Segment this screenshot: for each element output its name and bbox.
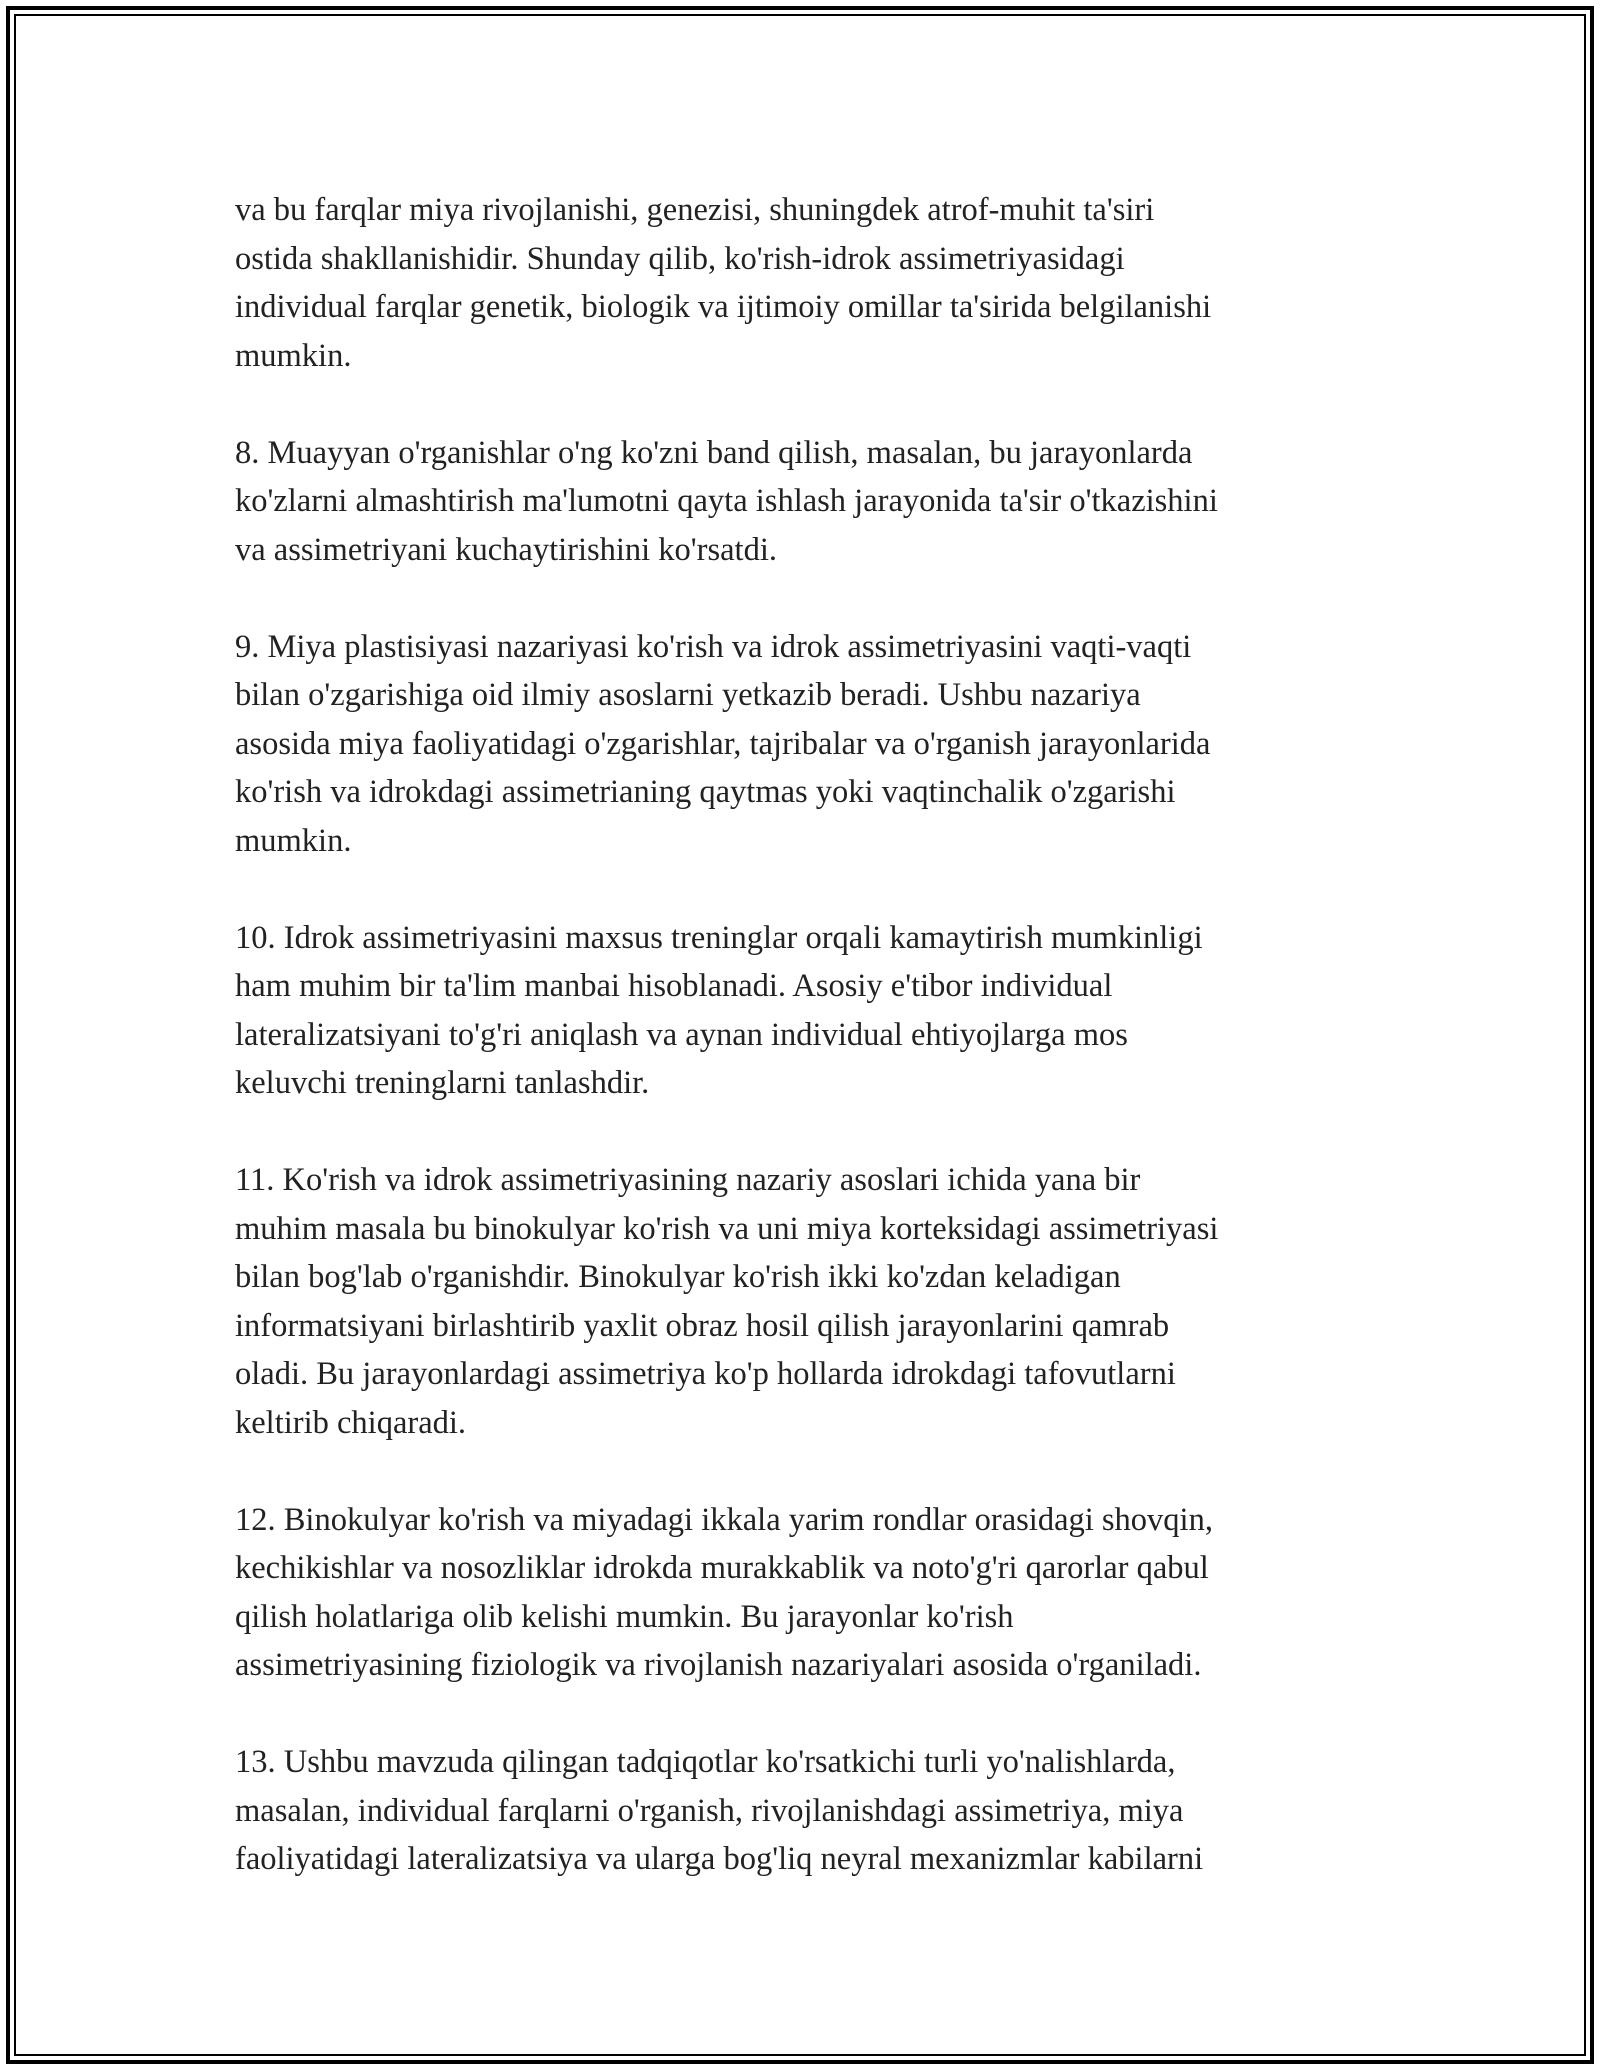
paragraph-continuation <box>235 186 1365 380</box>
text-line: qilish holatlariga olib kelishi mumkin. Bu jarayonlar ko'rish <box>235 1598 1014 1635</box>
paragraph-9 <box>235 623 1365 866</box>
text-line: bilan o'zgarishiga oid ilmiy asoslarni yetkazib beradi. Ushbu nazariya <box>235 677 1141 713</box>
text-line: ko'zlarni almashtirish ma'lumotni qayta ishlash jarayonida ta'sir o'tkazishini <box>235 483 1218 519</box>
text-line: keluvchi treninglarni tanlashdir. <box>235 1065 650 1101</box>
text-line: ko'rish va idrokdagi assimetrianing qaytmas yoki vaqtinchalik o'zgarishi <box>235 774 1176 810</box>
text-line: ostida shakllanishidir. Shunday qilib, ko'rish-idrok assimetriyasidagi <box>235 240 1125 277</box>
paragraph-11 <box>235 1156 1365 1447</box>
text-line: mumkin. <box>235 822 352 859</box>
text-line: muhim masala bu binokulyar ko'rish va uni miya korteksidagi assimetriyasi <box>235 1210 1219 1247</box>
paragraph-8 <box>235 429 1365 575</box>
paragraph-13 <box>235 1738 1365 1884</box>
text-line: mumkin. <box>235 337 352 374</box>
document-body <box>235 186 1365 1932</box>
text-line: bilan bog'lab o'rganishdir. Binokulyar ko'rish ikki ko'zdan keladigan <box>235 1259 1121 1295</box>
text-line: 11. Ko'rish va idrok assimetriyasining nazariy asoslari ichida yana bir <box>235 1162 1141 1198</box>
text-line: masalan, individual farqlarni o'rganish, rivojlanishdagi assimetriya, miya <box>235 1792 1184 1829</box>
text-line: oladi. Bu jarayonlardagi assimetriya ko'p hollarda idrokdagi tafovutlarni <box>235 1356 1176 1392</box>
text-line: 13. Ushbu mavzuda qilingan tadqiqotlar ko'rsatkichi turli yo'nalishlarda, <box>235 1744 1176 1780</box>
text-line: keltirib chiqaradi. <box>235 1404 467 1441</box>
text-line: asosida miya faoliyatidagi o'zgarishlar, tajribalar va o'rganish jarayonlarida <box>235 725 1211 762</box>
text-line: 10. Idrok assimetriyasini maxsus treninglar orqali kamaytirish mumkinligi <box>235 919 1203 956</box>
text-line: assimetriyasining fiziologik va rivojlanish nazariyalari asosida o'rganiladi. <box>235 1647 1202 1683</box>
text-line: 8. Muayyan o'rganishlar o'ng ko'zni band qilish, masalan, bu jarayonlarda <box>235 434 1193 471</box>
text-line: lateralizatsiyani to'g'ri aniqlash va aynan individual ehtiyojlarga mos <box>235 1016 1128 1053</box>
text-line: va assimetriyani kuchaytirishini ko'rsatdi. <box>235 531 777 568</box>
text-line: ham muhim bir ta'lim manbai hisoblanadi. Asosiy e'tibor individual <box>235 968 1113 1004</box>
text-line: informatsiyani birlashtirib yaxlit obraz hosil qilish jarayonlarini qamrab <box>235 1307 1170 1344</box>
paragraph-12 <box>235 1496 1365 1690</box>
text-line: individual farqlar genetik, biologik va ijtimoiy omillar ta'sirida belgilanishi <box>235 289 1212 325</box>
text-line: 12. Binokulyar ko'rish va miyadagi ikkala yarim rondlar orasidagi shovqin, <box>235 1501 1213 1538</box>
text-line: va bu farqlar miya rivojlanishi, genezisi, shuningdek atrof-muhit ta'siri <box>235 192 1155 228</box>
paragraph-10 <box>235 914 1365 1108</box>
text-line: 9. Miya plastisiyasi nazariyasi ko'rish va idrok assimetriyasini vaqti-vaqti <box>235 628 1192 665</box>
text-line: kechikishlar va nosozliklar idrokda murakkablik va noto'g'ri qarorlar qabul <box>235 1550 1209 1586</box>
text-line: faoliyatidagi lateralizatsiya va ularga bog'liq neyral mexanizmlar kabilarni <box>235 1841 1204 1877</box>
